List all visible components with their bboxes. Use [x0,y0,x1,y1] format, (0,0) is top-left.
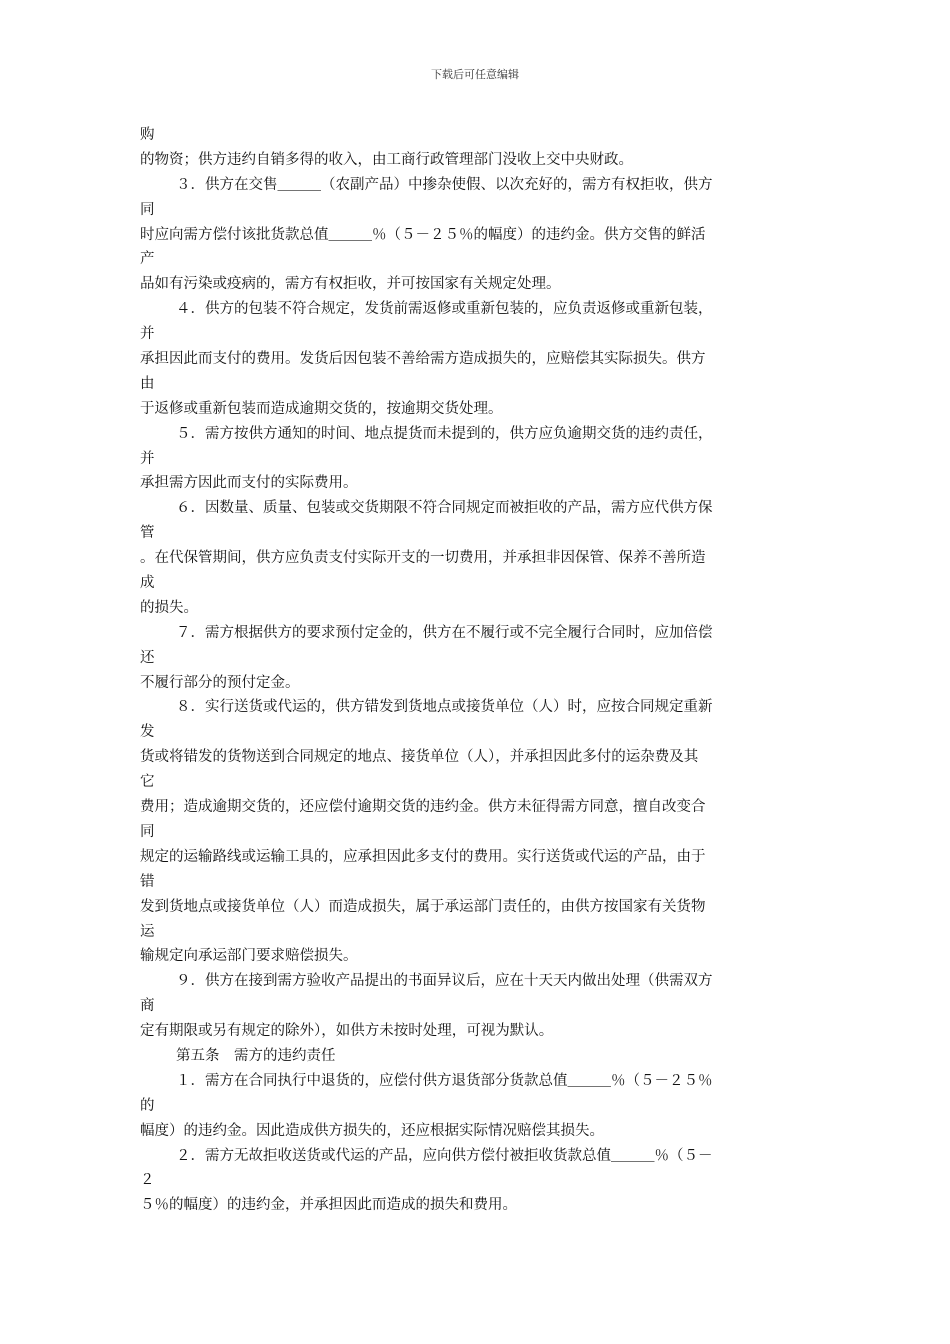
text-line: 费用；造成逾期交货的，还应偿付逾期交货的违约金。供方未征得需方同意，擅自改变合 [140,799,706,816]
text-line: 还 [140,649,155,666]
text-line: ８．实行送货或代运的，供方错发到货地点或接货单位（人）时，应按合同规定重新 [176,699,713,716]
text-line: ９．供方在接到需方验收产品提出的书面异议后，应在十天天内做出处理（供需双方 [176,973,713,990]
text-line: 承担需方因此而支付的实际费用。 [140,475,358,492]
text-line: ７．需方根据供方的要求预付定金的，供方在不履行或不完全履行合同时，应加倍偿 [176,624,713,641]
text-line: 发 [140,724,155,741]
text-line: 产 [140,251,155,268]
text-line: 管 [140,525,155,542]
text-line: 的损失。 [140,599,198,616]
page-header: 下载后可任意编辑 [431,68,519,81]
text-line: 输规定向承运部门要求赔偿损失。 [140,948,358,965]
text-line: 定有期限或另有规定的除外），如供方未按时处理，可视为默认。 [140,1023,554,1040]
document-body [140,123,830,1218]
text-line: １．需方在合同执行中退货的，应偿付供方退货部分货款总值＿＿＿％（５－２５％ [176,1072,713,1089]
text-line: 并 [140,326,155,343]
text-line: 时应向需方偿付该批货款总值＿＿＿％（５－２５％的幅度）的违约金。供方交售的鲜活 [140,226,706,243]
text-line: 的物资；供方违约自销多得的收入，由工商行政管理部门没收上交中央财政。 [140,151,633,168]
text-line: ３．供方在交售＿＿＿（农副产品）中掺杂使假、以次充好的，需方有权拒收，供方 [176,176,713,193]
text-line: 购 [140,127,155,143]
text-line: 商 [140,998,155,1015]
text-line: 成 [140,575,155,592]
text-line: 承担因此而支付的费用。发货后因包装不善给需方造成损失的，应赔偿其实际损失。供方 [140,351,706,368]
text-line: ５％的幅度）的违约金，并承担因此而造成的损失和费用。 [140,1197,517,1214]
text-line: 规定的运输路线或运输工具的，应承担因此多支付的费用。实行送货或代运的产品，由于 [140,848,706,865]
text-line: 第五条 需方的违约责任 [176,1047,336,1064]
text-line: 货或将错发的货物送到合同规定的地点、接货单位（人），并承担因此多付的运杂费及其 [140,749,699,766]
text-line: 错 [140,873,155,890]
text-line: 由 [140,375,155,392]
text-line: ２ [140,1172,155,1189]
text-line: 的 [140,1097,155,1114]
text-line: 并 [140,450,155,467]
text-line: 运 [140,923,155,940]
text-line: 它 [140,774,155,791]
text-line: 品如有污染或疫病的，需方有权拒收，并可按国家有关规定处理。 [140,276,561,293]
text-line: 幅度）的违约金。因此造成供方损失的，还应根据实际情况赔偿其损失。 [140,1122,604,1139]
text-line: 于返修或重新包装而造成逾期交货的，按逾期交货处理。 [140,400,503,417]
text-line: 。在代保管期间，供方应负责支付实际开支的一切费用，并承担非因保管、保养不善所造 [140,550,706,567]
text-line: ２．需方无故拒收送货或代运的产品，应向供方偿付被拒收货款总值＿＿＿％（５－ [176,1147,713,1164]
text-line: 不履行部分的预付定金。 [140,674,300,691]
text-line: ６．因数量、质量、包装或交货期限不符合同规定而被拒收的产品，需方应代供方保 [176,500,713,517]
text-line: 同 [140,823,155,840]
text-line: ４．供方的包装不符合规定，发货前需返修或重新包装的，应负责返修或重新包装， [176,301,713,318]
text-line: ５．需方按供方通知的时间、地点提货而未提到的，供方应负逾期交货的违约责任， [176,425,713,442]
text-line: 发到货地点或接货单位（人）而造成损失，属于承运部门责任的，由供方按国家有关货物 [140,898,706,915]
text-line: 同 [140,201,155,218]
